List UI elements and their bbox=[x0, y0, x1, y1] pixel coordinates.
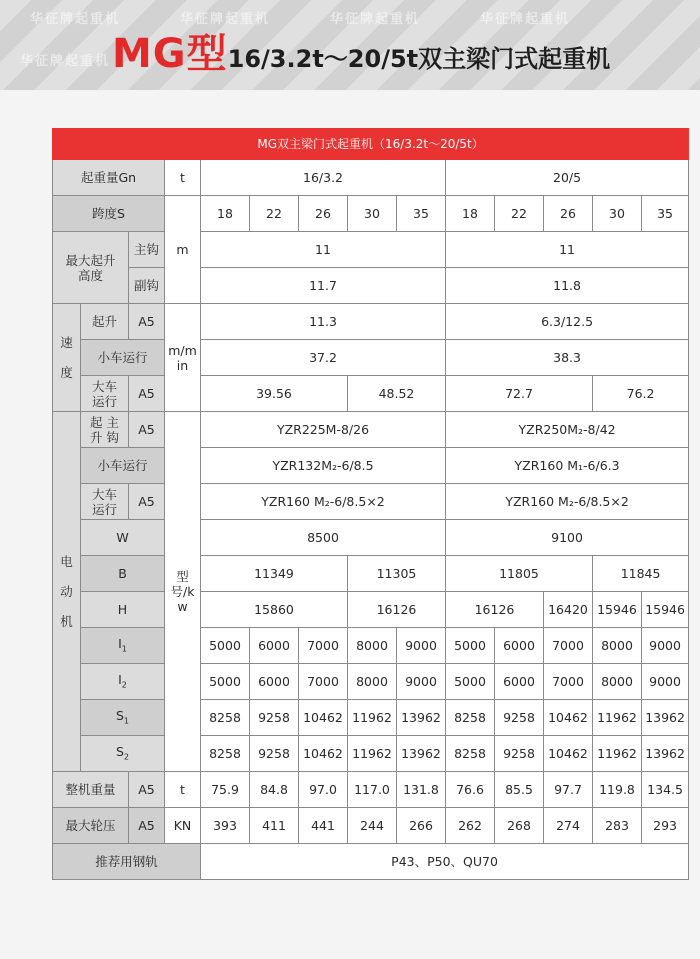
dim-i1-value: 9000 bbox=[397, 628, 446, 664]
table-row bbox=[53, 196, 689, 232]
speed-hoist-label: 起升 bbox=[81, 304, 129, 340]
table-row bbox=[53, 376, 689, 412]
weight-value: 97.0 bbox=[299, 772, 348, 808]
dim-i2-value: 8000 bbox=[348, 664, 397, 700]
table-row bbox=[53, 844, 689, 880]
dim-s1-sub: 1 bbox=[123, 716, 130, 726]
dim-label-b: B bbox=[81, 556, 165, 592]
span-value: 18 bbox=[446, 196, 495, 232]
weight-class: A5 bbox=[129, 772, 165, 808]
dim-i2-value: 6000 bbox=[495, 664, 544, 700]
dim-i2-value: 9000 bbox=[642, 664, 689, 700]
span-value: 26 bbox=[544, 196, 593, 232]
weight-value: 76.6 bbox=[446, 772, 495, 808]
motor-char: 机 bbox=[60, 614, 73, 629]
weight-value: 75.9 bbox=[201, 772, 250, 808]
motor-char: 动 bbox=[60, 584, 73, 599]
weight-value: 97.7 bbox=[544, 772, 593, 808]
dim-s1-value: 9258 bbox=[250, 700, 299, 736]
dim-i2-value: 7000 bbox=[299, 664, 348, 700]
motor-crane-class: A5 bbox=[129, 484, 165, 520]
watermark-text: 华征牌起重机 bbox=[20, 54, 111, 69]
dim-h-value: 15946 bbox=[593, 592, 642, 628]
span-value: 35 bbox=[642, 196, 689, 232]
watermark-text: 华征牌起重机 bbox=[30, 12, 121, 27]
table-row bbox=[53, 592, 689, 628]
table-row bbox=[53, 520, 689, 556]
dim-i2-value: 6000 bbox=[250, 664, 299, 700]
page-title bbox=[112, 22, 610, 79]
speed-crane-value: 48.52 bbox=[348, 376, 446, 412]
wheel-load-value: 283 bbox=[593, 808, 642, 844]
dim-i2-value: 7000 bbox=[544, 664, 593, 700]
dim-i1-value: 7000 bbox=[299, 628, 348, 664]
rail-value: P43、P50、QU70 bbox=[201, 844, 689, 880]
table-row bbox=[53, 232, 689, 268]
unit-m: m bbox=[165, 196, 201, 304]
dim-i2-value: 8000 bbox=[593, 664, 642, 700]
dim-s2-value: 8258 bbox=[446, 736, 495, 772]
dim-i1-value: 8000 bbox=[348, 628, 397, 664]
lift-aux-value: 11.8 bbox=[446, 268, 689, 304]
sub-label-main-hook: 主钩 bbox=[129, 232, 165, 268]
motor-trolley-label: 小车运行 bbox=[81, 448, 165, 484]
speed-crane-value: 39.56 bbox=[201, 376, 348, 412]
dim-s2-value: 11962 bbox=[348, 736, 397, 772]
motor-hoist-label-b: 主钩 bbox=[106, 414, 119, 445]
motor-trolley-value: YZR132M₂-6/8.5 bbox=[201, 448, 446, 484]
table-row bbox=[53, 304, 689, 340]
row-label-rail: 推荐用钢轨 bbox=[53, 844, 201, 880]
unit-kn: KN bbox=[165, 808, 201, 844]
table-row bbox=[53, 628, 689, 664]
watermark-text: 华征牌起重机 bbox=[330, 12, 421, 27]
dim-s1-value: 9258 bbox=[495, 700, 544, 736]
title-model: MG型 bbox=[112, 31, 228, 77]
span-value: 18 bbox=[201, 196, 250, 232]
span-value: 22 bbox=[495, 196, 544, 232]
weight-value: 85.5 bbox=[495, 772, 544, 808]
row-label-weight: 整机重量 bbox=[53, 772, 129, 808]
table-row bbox=[53, 268, 689, 304]
speed-trolley-label: 小车运行 bbox=[81, 340, 165, 376]
wheel-load-value: 244 bbox=[348, 808, 397, 844]
dim-w-value: 8500 bbox=[201, 520, 446, 556]
speed-crane-label: 大车运行 bbox=[81, 376, 129, 412]
speed-hoist-value: 6.3/12.5 bbox=[446, 304, 689, 340]
dim-s1-value: 8258 bbox=[446, 700, 495, 736]
speed-char: 度 bbox=[60, 365, 73, 380]
dim-s1-value: 10462 bbox=[544, 700, 593, 736]
table-row bbox=[53, 160, 689, 196]
dim-s2-value: 11962 bbox=[593, 736, 642, 772]
table-header: MG双主梁门式起重机（16/3.2t～20/5t） bbox=[53, 129, 689, 160]
motor-char: 电 bbox=[60, 554, 73, 569]
row-label-span: 跨度S bbox=[53, 196, 165, 232]
span-value: 30 bbox=[593, 196, 642, 232]
dim-i1-value: 9000 bbox=[642, 628, 689, 664]
row-label-lift-height: 最大起升高度 bbox=[53, 232, 129, 304]
dim-i1-value: 6000 bbox=[250, 628, 299, 664]
dim-s2-value: 10462 bbox=[544, 736, 593, 772]
dim-b-value: 11805 bbox=[446, 556, 593, 592]
sub-label-aux-hook: 副钩 bbox=[129, 268, 165, 304]
table-row bbox=[53, 448, 689, 484]
dim-i1-value: 8000 bbox=[593, 628, 642, 664]
motor-trolley-value: YZR160 M₁-6/6.3 bbox=[446, 448, 689, 484]
dim-label-s1 bbox=[81, 700, 165, 736]
row-label-wheel-load: 最大轮压 bbox=[53, 808, 129, 844]
dim-s2-sub: 2 bbox=[123, 752, 130, 762]
dim-label-h: H bbox=[81, 592, 165, 628]
dim-i1-value: 5000 bbox=[446, 628, 495, 664]
dim-h-value: 16126 bbox=[348, 592, 446, 628]
speed-trolley-value: 37.2 bbox=[201, 340, 446, 376]
dim-s2-value: 8258 bbox=[201, 736, 250, 772]
wheel-load-value: 441 bbox=[299, 808, 348, 844]
weight-value: 131.8 bbox=[397, 772, 446, 808]
wheel-load-value: 266 bbox=[397, 808, 446, 844]
speed-crane-class: A5 bbox=[129, 376, 165, 412]
capacity-value: 16/3.2 bbox=[201, 160, 446, 196]
title-description: 16/3.2t～20/5t双主梁门式起重机 bbox=[227, 45, 611, 73]
dim-label-i1 bbox=[81, 628, 165, 664]
dim-s1-value: 11962 bbox=[348, 700, 397, 736]
dim-s2-value: 13962 bbox=[642, 736, 689, 772]
weight-value: 134.5 bbox=[642, 772, 689, 808]
dim-i2-value: 5000 bbox=[446, 664, 495, 700]
wheel-load-value: 411 bbox=[250, 808, 299, 844]
dim-s2-letter: S bbox=[115, 744, 124, 760]
dim-s1-value: 8258 bbox=[201, 700, 250, 736]
lift-aux-value: 11.7 bbox=[201, 268, 446, 304]
motor-hoist-value: YZR225M-8/26 bbox=[201, 412, 446, 448]
dim-h-value: 16126 bbox=[446, 592, 544, 628]
dim-s1-value: 11962 bbox=[593, 700, 642, 736]
speed-hoist-value: 11.3 bbox=[201, 304, 446, 340]
table-row bbox=[53, 700, 689, 736]
table-row bbox=[53, 664, 689, 700]
dim-i2-letter: I bbox=[118, 672, 122, 688]
dim-s1-value: 13962 bbox=[397, 700, 446, 736]
weight-value: 119.8 bbox=[593, 772, 642, 808]
dim-h-value: 15860 bbox=[201, 592, 348, 628]
motor-crane-value: YZR160 M₂-6/8.5×2 bbox=[446, 484, 689, 520]
dim-s1-value: 10462 bbox=[299, 700, 348, 736]
table-row bbox=[53, 340, 689, 376]
spec-table bbox=[52, 128, 689, 880]
table-row bbox=[53, 772, 689, 808]
table-row bbox=[53, 556, 689, 592]
dim-s2-value: 9258 bbox=[495, 736, 544, 772]
dim-i2-value: 5000 bbox=[201, 664, 250, 700]
unit-t: t bbox=[165, 160, 201, 196]
dim-label-s2 bbox=[81, 736, 165, 772]
speed-crane-value: 76.2 bbox=[593, 376, 689, 412]
weight-value: 117.0 bbox=[348, 772, 397, 808]
group-label-speed bbox=[53, 304, 81, 412]
capacity-value: 20/5 bbox=[446, 160, 689, 196]
group-label-motor bbox=[53, 412, 81, 772]
motor-hoist-label-a: 起升 bbox=[90, 414, 103, 445]
watermark-text: 华征牌起重机 bbox=[180, 12, 271, 27]
wheel-load-value: 274 bbox=[544, 808, 593, 844]
dim-s2-value: 9258 bbox=[250, 736, 299, 772]
table-row bbox=[53, 736, 689, 772]
dim-label-i2 bbox=[81, 664, 165, 700]
span-value: 35 bbox=[397, 196, 446, 232]
dim-i1-sub: 1 bbox=[121, 644, 127, 654]
table-row bbox=[53, 412, 689, 448]
span-value: 22 bbox=[250, 196, 299, 232]
dim-i1-value: 5000 bbox=[201, 628, 250, 664]
motor-hoist-label bbox=[81, 412, 129, 448]
dim-i1-letter: I bbox=[118, 636, 122, 652]
table-row bbox=[53, 484, 689, 520]
span-value: 30 bbox=[348, 196, 397, 232]
wheel-load-value: 268 bbox=[495, 808, 544, 844]
dim-i2-value: 9000 bbox=[397, 664, 446, 700]
speed-trolley-value: 38.3 bbox=[446, 340, 689, 376]
speed-crane-value: 72.7 bbox=[446, 376, 593, 412]
wheel-load-class: A5 bbox=[129, 808, 165, 844]
unit-t: t bbox=[165, 772, 201, 808]
dim-b-value: 11305 bbox=[348, 556, 446, 592]
unit-m-per-min: m/min bbox=[165, 304, 201, 412]
motor-crane-label: 大车运行 bbox=[81, 484, 129, 520]
dim-s2-value: 13962 bbox=[397, 736, 446, 772]
dim-s1-letter: S bbox=[115, 708, 124, 724]
span-value: 26 bbox=[299, 196, 348, 232]
unit-model-kw: 型号/kw bbox=[165, 412, 201, 772]
motor-hoist-value: YZR250M₂-8/42 bbox=[446, 412, 689, 448]
wheel-load-value: 393 bbox=[201, 808, 250, 844]
row-label-capacity: 起重量Gn bbox=[53, 160, 165, 196]
lift-main-value: 11 bbox=[201, 232, 446, 268]
wheel-load-value: 262 bbox=[446, 808, 495, 844]
motor-crane-value: YZR160 M₂-6/8.5×2 bbox=[201, 484, 446, 520]
dim-i2-sub: 2 bbox=[121, 680, 127, 690]
wheel-load-value: 293 bbox=[642, 808, 689, 844]
dim-i1-value: 7000 bbox=[544, 628, 593, 664]
dim-label-w: W bbox=[81, 520, 165, 556]
dim-h-value: 16420 bbox=[544, 592, 593, 628]
dim-i1-value: 6000 bbox=[495, 628, 544, 664]
dim-s2-value: 10462 bbox=[299, 736, 348, 772]
dim-h-value: 15946 bbox=[642, 592, 689, 628]
dim-w-value: 9100 bbox=[446, 520, 689, 556]
watermark-text: 华征牌起重机 bbox=[480, 12, 571, 27]
speed-hoist-class: A5 bbox=[129, 304, 165, 340]
dim-b-value: 11845 bbox=[593, 556, 689, 592]
lift-main-value: 11 bbox=[446, 232, 689, 268]
dim-b-value: 11349 bbox=[201, 556, 348, 592]
dim-s1-value: 13962 bbox=[642, 700, 689, 736]
table-row bbox=[53, 808, 689, 844]
weight-value: 84.8 bbox=[250, 772, 299, 808]
speed-char: 速 bbox=[60, 335, 73, 350]
motor-hoist-class: A5 bbox=[129, 412, 165, 448]
